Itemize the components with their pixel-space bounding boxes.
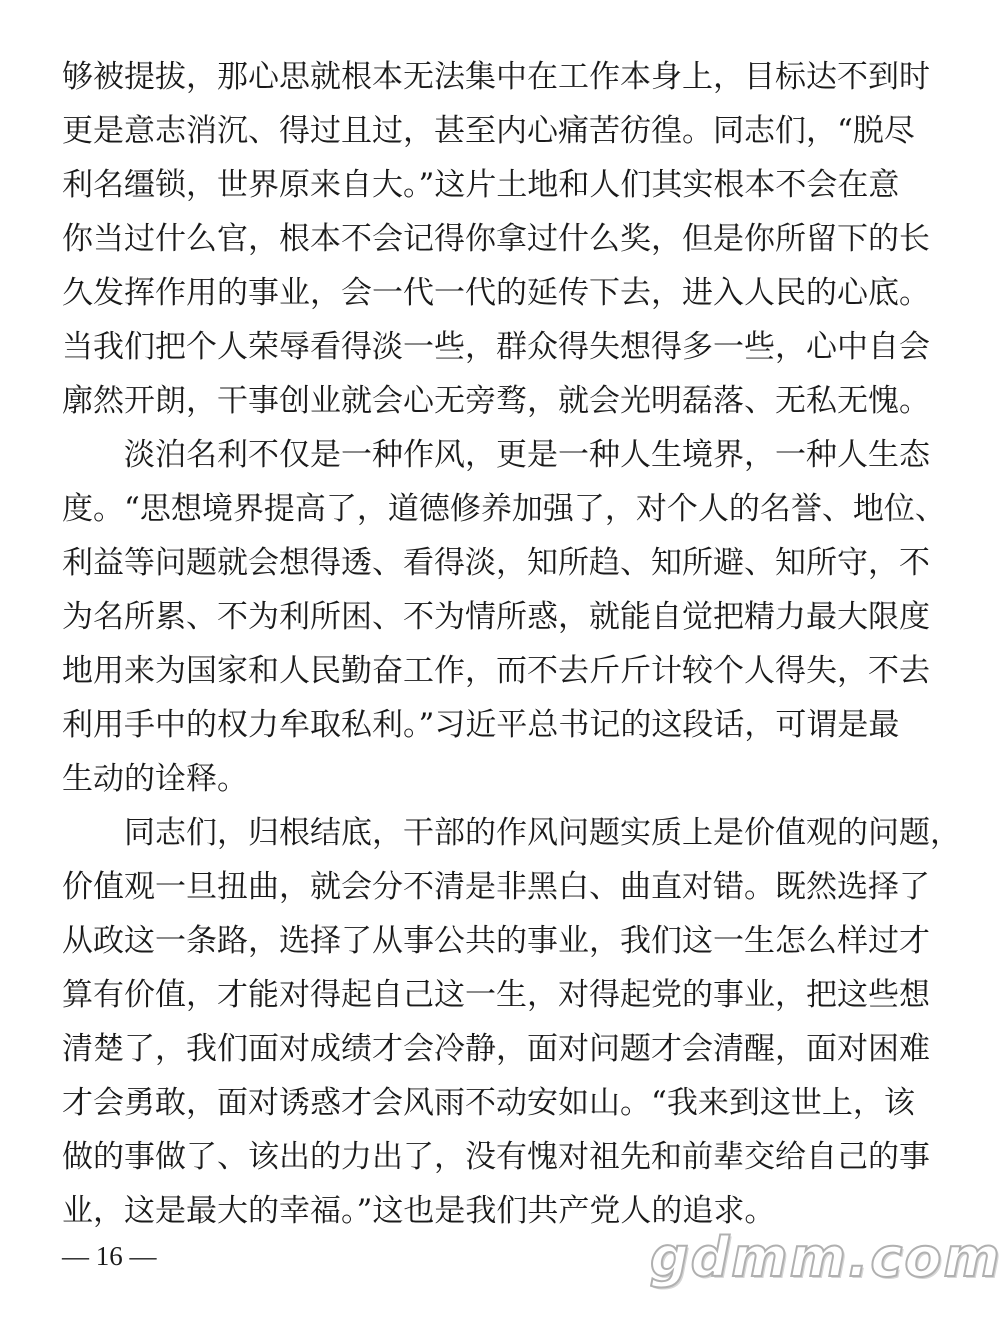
text-line: 为名所累、不为利所困、不为情所惑，就能自觉把精力最大限度 bbox=[62, 599, 930, 635]
text-line: 才会勇敢，面对诱惑才会风雨不动安如山。“我来到这世上，该 bbox=[62, 1085, 915, 1121]
text-line: 从政这一条路，选择了从事公共的事业，我们这一生怎么样过才 bbox=[62, 923, 930, 959]
text-line: 算有价值，才能对得起自己这一生，对得起党的事业，把这些想 bbox=[62, 977, 930, 1013]
text-line: 利益等问题就会想得透、看得淡，知所趋、知所避、知所守，不 bbox=[62, 545, 930, 581]
text-line: 做的事做了、该出的力出了，没有愧对祖先和前辈交给自己的事 bbox=[62, 1139, 930, 1175]
text-line: 廓然开朗，干事创业就会心无旁骛，就会光明磊落、无私无愧。 bbox=[62, 383, 930, 419]
page-number: — 16 — bbox=[62, 1241, 157, 1271]
text-line: 地用来为国家和人民勤奋工作，而不去斤斤计较个人得失，不去 bbox=[62, 653, 930, 689]
text-line: 度。“思想境界提高了，道德修养加强了，对个人的名誉、地位、 bbox=[62, 491, 946, 527]
text-line: 够被提拔，那心思就根本无法集中在工作本身上，目标达不到时 bbox=[62, 59, 930, 95]
text-line: 清楚了，我们面对成绩才会冷静，面对问题才会清醒，面对困难 bbox=[62, 1031, 930, 1067]
text-line: 当我们把个人荣辱看得淡一些，群众得失想得多一些，心中自会 bbox=[62, 329, 930, 365]
text-line: 生动的诠释。 bbox=[62, 761, 248, 797]
text-line: 同志们，归根结底，干部的作风问题实质上是价值观的问题， bbox=[124, 815, 961, 851]
text-line: 更是意志消沉、得过且过，甚至内心痛苦彷徨。同志们，“脱尽 bbox=[62, 113, 915, 149]
site-watermark: gdmm.com bbox=[650, 1226, 1002, 1289]
text-line: 淡泊名利不仅是一种作风，更是一种人生境界，一种人生态 bbox=[124, 437, 930, 473]
text-line: 利名缰锁，世界原来自大。”这片土地和人们其实根本不会在意 bbox=[62, 167, 900, 203]
text-line: 你当过什么官，根本不会记得你拿过什么奖，但是你所留下的长 bbox=[62, 221, 930, 257]
text-line: 业，这是最大的幸福。”这也是我们共产党人的追求。 bbox=[62, 1193, 776, 1229]
text-line: 利用手中的权力牟取私利。”习近平总书记的这段话，可谓是最 bbox=[62, 707, 900, 743]
text-line: 价值观一旦扭曲，就会分不清是非黑白、曲直对错。既然选择了 bbox=[62, 869, 930, 905]
text-line: 久发挥作用的事业，会一代一代的延传下去，进入人民的心底。 bbox=[62, 275, 930, 311]
